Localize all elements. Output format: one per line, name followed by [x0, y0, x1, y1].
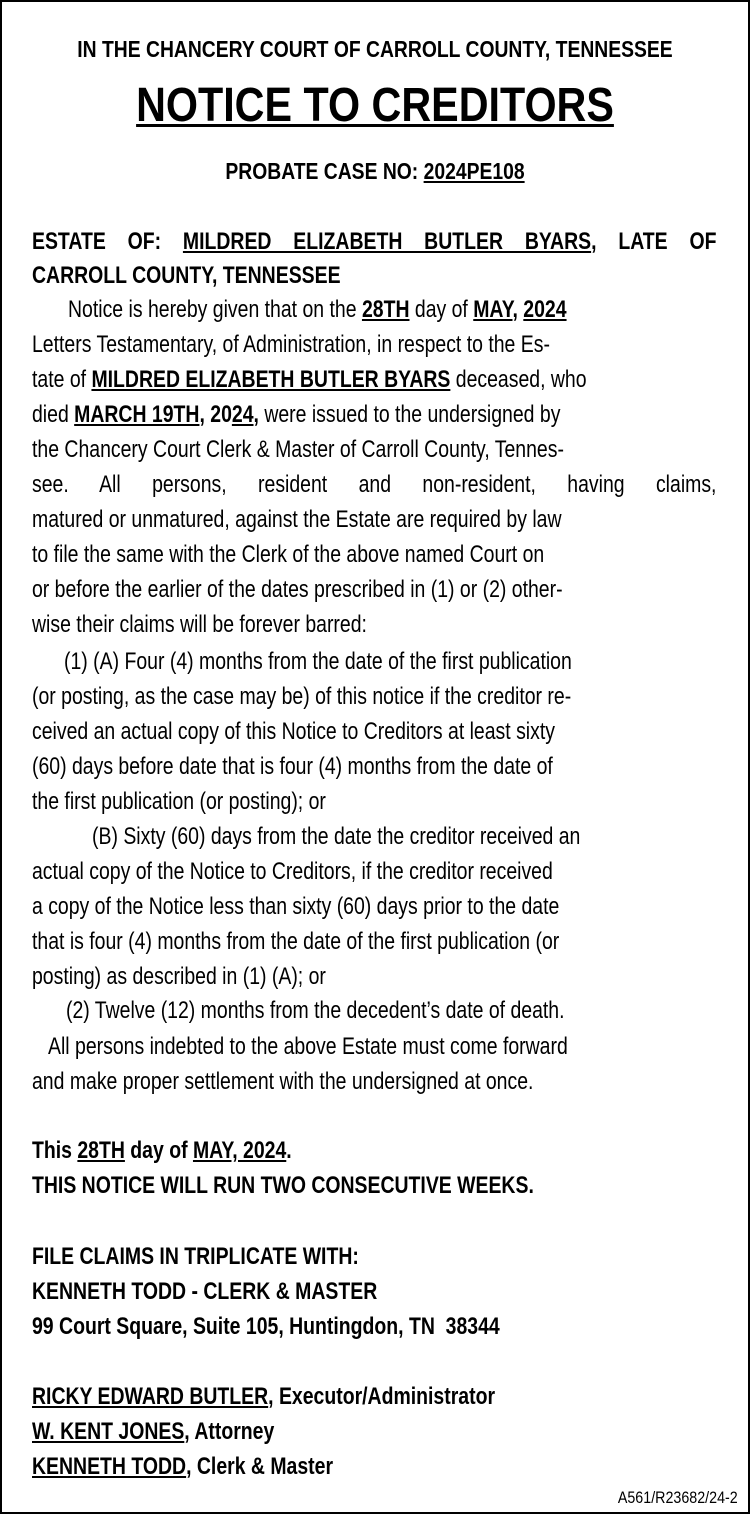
letters-year: 2024	[523, 296, 567, 323]
clerk-name: KENNETH TODD	[32, 1453, 187, 1480]
case-number: 2024PE108	[423, 158, 525, 184]
notice-line-8: to file the same with the Clerk of the above named Court on	[32, 541, 545, 568]
clause-1b-line-1: (B) Sixty (60) days from the date the creditor received an	[92, 823, 581, 850]
letters-day: 28TH	[361, 296, 410, 323]
probate-case-line: PROBATE CASE NO: 2024PE108	[225, 158, 525, 184]
clause-1a-line-5: the first publication (or posting); or	[32, 788, 326, 815]
estate-county: CARROLL COUNTY, TENNESSEE	[32, 262, 341, 289]
death-date: MARCH 19TH	[74, 401, 200, 428]
court-name: IN THE CHANCERY COURT OF CARROLL COUNTY, TENNESSEE	[77, 36, 673, 62]
clause-1a-line-1: (1) (A) Four (4) months from the date of the first publication	[64, 648, 572, 675]
executor-name: RICKY EDWARD BUTLER	[32, 1383, 269, 1410]
clause-1a-line-4: (60) days before date that is four (4) months from the date of	[32, 753, 553, 780]
clause-1b-line-2: actual copy of the Notice to Creditors, if the creditor received	[32, 858, 553, 885]
notice-line-6: see. All persons, resident and non-resident, having claims,	[32, 471, 717, 498]
estate-name: MILDRED ELIZABETH BUTLER BYARS	[182, 228, 592, 255]
claims-address: 99 Court Square, Suite 105, Huntingdon, TN 38344	[32, 1313, 500, 1340]
notice-title: NOTICE TO CREDITORS	[136, 79, 614, 132]
indebted-line-1: All persons indebted to the above Estate must come forward	[48, 1033, 568, 1060]
signatory-clerk: KENNETH TODD, Clerk & Master	[32, 1453, 334, 1480]
decedent-name: MILDRED ELIZABETH BUTLER BYARS	[91, 366, 451, 393]
notice-line-4: died MARCH 19TH, 2024, were issued to the undersigned by	[32, 401, 561, 428]
ad-reference-code: A561/R23682/24-2	[618, 1488, 738, 1507]
claims-clerk: KENNETH TODD - CLERK & MASTER	[32, 1278, 378, 1305]
clause-1b-line-3: a copy of the Notice less than sixty (60) days prior to the date	[32, 893, 560, 920]
claims-heading: FILE CLAIMS IN TRIPLICATE WITH:	[32, 1243, 359, 1270]
signatory-executor: RICKY EDWARD BUTLER, Executor/Administrator	[32, 1383, 496, 1410]
notice-line-3: tate of MILDRED ELIZABETH BUTLER BYARS deceased, who	[32, 366, 587, 393]
dated-month-year: MAY, 2024	[192, 1137, 287, 1164]
notice-line-9: or before the earlier of the dates prescribed in (1) or (2) other-	[32, 576, 563, 603]
estate-line: ESTATE OF: MILDRED ELIZABETH BUTLER BYARS, LATE OF	[32, 228, 717, 255]
notice-line-5: the Chancery Court Clerk & Master of Carroll County, Tennes-	[32, 436, 564, 463]
notice-line-1: Notice is hereby given that on the 28TH day of MAY, 2024	[68, 296, 567, 323]
notice-line-10: wise their claims will be forever barred:	[32, 611, 367, 638]
indebted-line-2: and make proper settlement with the undersigned at once.	[32, 1068, 534, 1095]
dated-day: 28TH	[77, 1137, 125, 1164]
clause-1b-line-4: that is four (4) months from the date of the first publication (or	[32, 928, 560, 955]
clause-1a-line-2: (or posting, as the case may be) of this notice if the creditor re-	[32, 683, 572, 710]
dated-line: This 28TH day of MAY, 2024.	[32, 1137, 292, 1164]
letters-month: MAY	[473, 296, 513, 323]
notice-line-2: Letters Testamentary, of Administration, in respect to the Es-	[32, 331, 550, 358]
signatory-attorney: W. KENT JONES, Attorney	[32, 1418, 275, 1445]
clause-1a-line-3: ceived an actual copy of this Notice to Creditors at least sixty	[32, 718, 555, 745]
run-notice: THIS NOTICE WILL RUN TWO CONSECUTIVE WEEKS.	[32, 1172, 534, 1199]
notice-line-7: matured or unmatured, against the Estate are required by law	[32, 506, 562, 533]
clause-2-line: (2) Twelve (12) months from the decedent’s date of death.	[66, 997, 565, 1024]
clause-1b-line-5: posting) as described in (1) (A); or	[32, 963, 326, 990]
attorney-name: W. KENT JONES	[32, 1418, 185, 1445]
